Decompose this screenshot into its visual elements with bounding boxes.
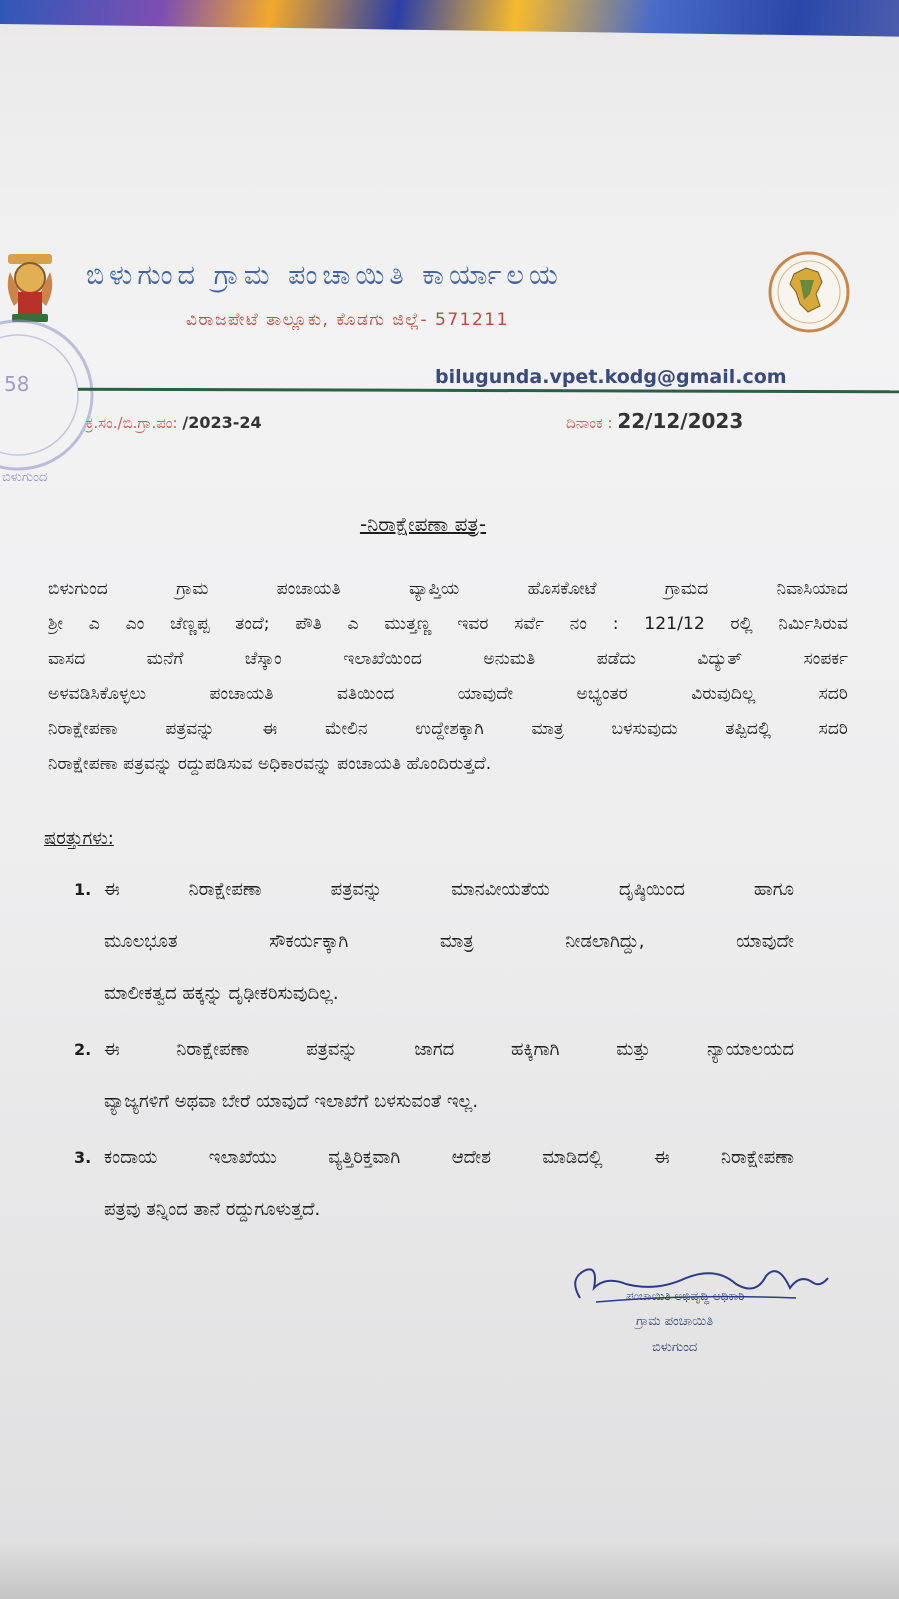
body-line: ನಿರಾಕ್ಷೇಪಣಾ ಪತ್ರವನ್ನು ಈ ಮೇಲಿನ ಉದ್ದೇಶಕ್ಕಾಗಿ ಮಾತ್ರ ಬಳಸುವುದು ತಪ್ಪಿದಲ್ಲಿ ಸದರಿ	[48, 719, 848, 739]
paper-shadow	[0, 1540, 899, 1599]
body-line: ಬಿಳುಗುಂದ ಗ್ರಾಮ ಪಂಚಾಯತಿ ವ್ಯಾಪ್ತಿಯ ಹೊಸಕೋಟೆ ಗ್ರಾಮದ ನಿವಾಸಿಯಾದ	[48, 579, 848, 599]
condition-line: ಈ ನಿರಾಕ್ಷೇಪಣಾ ಪತ್ರವನ್ನು ಮಾನವೀಯತೆಯ ದೃಷ್ಠಿಯಿಂದ ಹಾಗೂ	[104, 879, 794, 900]
signature-designation: ಗ್ರಾಮ ಪಂಚಾಯಿತಿ	[636, 1314, 714, 1329]
body-line: ಅಳವಡಿಸಿಕೊಳ್ಳಲು ಪಂಚಾಯತಿ ವತಿಯಿಂದ ಯಾವುದೇ ಅಭ್ಯಂತರ ವಿರುವುದಿಲ್ಲ ಸದರಿ	[48, 684, 848, 704]
seal-number: 58	[4, 372, 30, 396]
body-line: ವಾಸದ ಮನೆಗೆ ಚೆಸ್ಕಾಂ ಇಲಾಖೆಯಿಂದ ಅನುಮತಿ ಪಡೆದು ವಿದ್ಯುತ್ ಸಂಪರ್ಕ	[48, 649, 848, 669]
office-email: bilugunda.vpet.kodg@gmail.com	[435, 366, 787, 388]
condition-item	[74, 1132, 794, 1236]
village-seal-stamp	[0, 295, 98, 495]
condition-line: ಈ ನಿರಾಕ್ಷೇಪಣಾ ಪತ್ರವನ್ನು ಜಾಗದ ಹಕ್ಕಿಗಾಗಿ ಮತ್ತು ನ್ಯಾಯಾಲಯದ	[104, 1039, 794, 1060]
document-title: -ನಿರಾಕ್ಷೇಪಣಾ ಪತ್ರ-	[359, 512, 487, 536]
condition-line: ಮೂಲಭೂತ ಸೌಕರ್ಯಕ್ಕಾಗಿ ಮಾತ್ರ ನೀಡಲಾಗಿದ್ದು, ಯಾವುದೇ	[104, 931, 794, 952]
condition-number: 3.	[74, 1148, 92, 1167]
signature-stamp-text: ಪಂಚಾಯಿತಿ ಅಭಿವೃದ್ಧಿ ಅಧಿಕಾರಿ	[626, 1289, 745, 1303]
office-name: ಬಿಳುಗುಂದ ಗ್ರಾಮ ಪಂಚಾಯಿತಿ ಕಾರ್ಯಾಲಯ	[86, 260, 563, 291]
letter-date	[566, 409, 743, 433]
body-line: ಶ್ರೀ ಎ ಎಂ ಚೆಣ್ಣಪ್ಪ ತಂದೆ; ಪೌತಿ ಎ ಮುತ್ತಣ್ಣ ಇವರ ಸರ್ವೆ ನಂ : 121/12 ರಲ್ಲಿ ನಿರ್ಮಿಸಿರುವ	[48, 614, 848, 634]
reference-value: /2023-24	[182, 413, 262, 432]
condition-number: 1.	[74, 880, 92, 899]
reference-number	[86, 413, 262, 432]
condition-item	[74, 864, 794, 1020]
body-paragraph	[48, 572, 848, 782]
seal-label: ಬಿಳುಗುಂದ	[2, 470, 48, 485]
office-address: ವಿರಾಜಪೇಟೆ ತಾಲ್ಲೂಕು, ಕೊಡಗು ಜಿಲ್ಲೆ- 571211	[186, 310, 509, 330]
condition-line: ವ್ಯಾಜ್ಯಗಳಿಗೆ ಅಥವಾ ಬೇರೆ ಯಾವುದೆ ಇಲಾಖೆಗೆ ಬಳಸುವಂತೆ ಇಲ್ಲ.	[104, 1091, 479, 1112]
condition-item	[74, 1024, 794, 1128]
reference-label: ಕ್ರ.ಸಂ./ಬಿ.ಗ್ರಾ.ಪಂ:	[86, 414, 178, 432]
date-value: 22/12/2023	[617, 409, 744, 433]
date-label: ದಿನಾಂಕ :	[566, 414, 613, 432]
condition-number: 2.	[74, 1040, 92, 1059]
condition-line: ಕಂದಾಯ ಇಲಾಖೆಯು ವ್ಯತ್ತಿರಿಕ್ತವಾಗಿ ಆದೇಶ ಮಾಡಿದಲ್ಲಿ ಈ ನಿರಾಕ್ಷೇಪಣಾ	[104, 1147, 794, 1168]
condition-line: ಮಾಲೀಕತ್ವದ ಹಕ್ಕನ್ನು ದೃಢೀಕರಿಸುವುದಿಲ್ಲ.	[104, 983, 339, 1004]
body-line: ನಿರಾಕ್ಷೇಪಣಾ ಪತ್ರವನ್ನು ರದ್ದುಪಡಿಸುವ ಅಧಿಕಾರವನ್ನು ಪಂಚಾಯತಿ ಹೊಂದಿರುತ್ತದೆ.	[48, 754, 492, 774]
condition-line: ಪತ್ರವು ತನ್ನಿಂದ ತಾನೆ ರದ್ದುಗೂಳುತ್ತದೆ.	[104, 1199, 321, 1220]
signature-village: ಬಿಳುಗುಂದ	[652, 1340, 698, 1355]
officer-signature	[566, 1258, 846, 1318]
karnataka-map-logo-icon	[760, 250, 858, 334]
conditions-heading: ಷರತ್ತುಗಳು:	[44, 828, 114, 849]
